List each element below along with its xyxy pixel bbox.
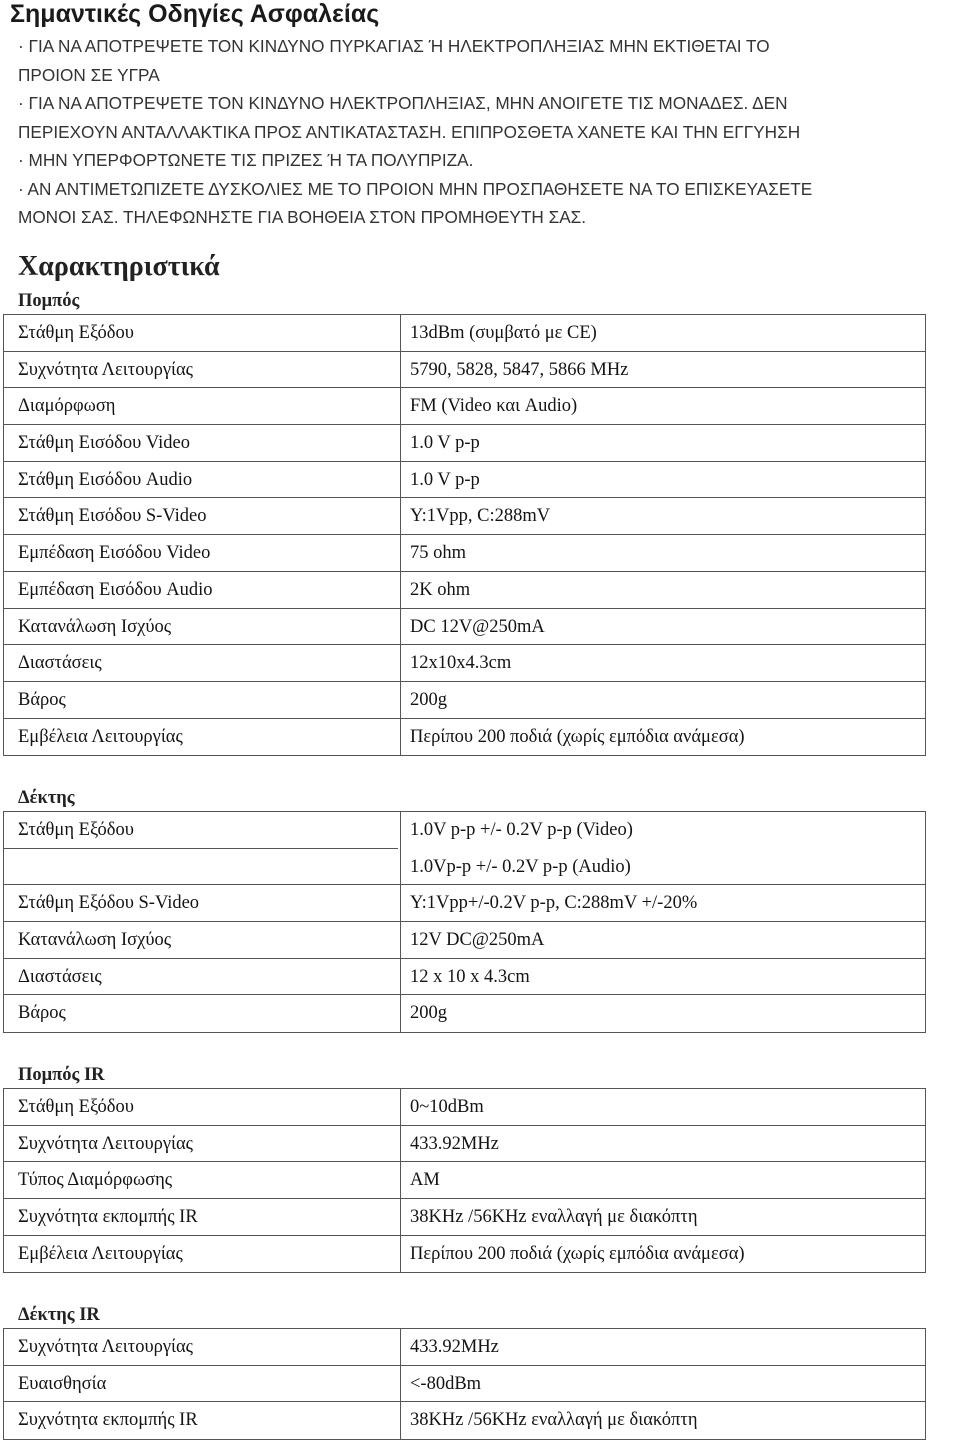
safety-list: [18, 32, 953, 232]
spec-label: Στάθμη Εξόδου: [18, 323, 134, 343]
spec-row: [4, 922, 925, 959]
spec-row: [4, 352, 925, 389]
spec-value: 12V DC@250mA: [410, 930, 545, 951]
spec-value: <-80dBm: [410, 1373, 482, 1394]
spec-row: [4, 812, 925, 849]
ir-receiver-spec-table: [3, 1328, 926, 1440]
spec-row: [4, 849, 925, 886]
spec-row: [4, 1162, 925, 1199]
spec-row: [4, 1236, 925, 1273]
spec-label: Βάρος: [18, 689, 66, 710]
spec-value: 433.92MHz: [410, 1337, 499, 1357]
ir-transmitter-title: Πομπός IR: [18, 1065, 105, 1085]
spec-value: 200g: [410, 1003, 447, 1024]
spec-value: 1.0Vp-p +/- 0.2V p-p (Audio): [410, 856, 631, 877]
spec-value: 1.0 V p-p: [410, 433, 480, 454]
spec-label: Στάθμη Εξόδου S-Video: [18, 893, 200, 914]
transmitter-title: Πομπός: [18, 291, 80, 311]
spec-row: [4, 535, 925, 572]
specs-title: Χαρακτηριστικά: [18, 251, 220, 282]
spec-label: Κατανάλωση Ισχύος: [18, 930, 172, 951]
spec-label: Συχνότητα εκπομπής IR: [18, 1207, 198, 1228]
spec-row: [4, 1089, 925, 1126]
spec-row: [4, 1126, 925, 1163]
spec-value: 12x10x4.3cm: [410, 653, 512, 674]
ir-transmitter-spec-table: [3, 1088, 926, 1273]
safety-line: · ΓΙΑ ΝΑ ΑΠΟΤΡΕΨΕΤΕ ΤΟΝ ΚΙΝΔΥΝΟ ΠΥΡΚΑΓΙΑΣ Ή ΗΛΕΚΤΡΟΠΛΗΞΙΑΣ ΜΗΝ ΕΚΤΙΘΕΤΑΙ ΤΟ: [18, 36, 770, 56]
spec-label: Κατανάλωση Ισχύος: [18, 616, 172, 637]
spec-row: [4, 719, 925, 756]
spec-value: 38KHz /56KHz εναλλαγή με διακόπτη: [410, 1410, 698, 1431]
spec-value: 433.92MHz: [410, 1133, 499, 1154]
spec-label: Εμπέδαση Εισόδου Audio: [18, 579, 213, 600]
spec-label: Συχνότητα εκπομπής IR: [18, 1410, 198, 1431]
spec-row: [4, 1329, 925, 1366]
spec-label: Διαμόρφωση: [18, 396, 116, 417]
spec-value: AM: [410, 1170, 440, 1191]
spec-value: FM (Video και Audio): [410, 396, 578, 417]
ir-receiver-title: Δέκτης IR: [18, 1305, 100, 1325]
spec-value: 12 x 10 x 4.3cm: [410, 966, 530, 987]
spec-label: Τύπος Διαμόρφωσης: [18, 1170, 173, 1191]
spec-label: Στάθμη Εισόδου Audio: [18, 469, 193, 490]
spec-value: 75 ohm: [410, 543, 467, 564]
spec-row: [4, 1402, 925, 1439]
spec-row: [4, 388, 925, 425]
safety-line: ΠΕΡΙΕΧΟΥΝ ΑΝΤΑΛΛΑΚΤΙΚΑ ΠΡΟΣ ΑΝΤΙΚΑΤΑΣΤΑΣΗ. ΕΠΙΠΡΟΣΘΕΤΑ ΧΑΝΕΤΕ ΚΑΙ ΤΗΝ ΕΓΓΥΗΣΗ: [18, 121, 801, 142]
spec-label: Συχνότητα Λειτουργίας: [18, 359, 194, 380]
spec-label: Ευαισθησία: [18, 1373, 107, 1394]
spec-label: Βάρος: [18, 1003, 66, 1024]
spec-value: Περίπου 200 ποδιά (χωρίς εμπόδια ανάμεσα): [410, 726, 745, 747]
spec-label: Εμβέλεια Λειτουργίας: [18, 726, 183, 747]
receiver-spec-table: [3, 811, 926, 1033]
spec-value: Y:1Vpp, C:288mV: [410, 506, 551, 527]
spec-value: 0~10dBm: [410, 1097, 484, 1117]
spec-row: [4, 462, 925, 499]
spec-label: Στάθμη Εξόδου: [18, 820, 134, 840]
safety-line: · ΓΙΑ ΝΑ ΑΠΟΤΡΕΨΕΤΕ ΤΟΝ ΚΙΝΔΥΝΟ ΗΛΕΚΤΡΟΠΛΗΞΙΑΣ, ΜΗΝ ΑΝΟΙΓΕΤΕ ΤΙΣ ΜΟΝΑΔΕΣ. ΔΕΝ: [18, 93, 788, 113]
spec-row: [4, 425, 925, 462]
spec-value: DC 12V@250mA: [410, 616, 545, 637]
receiver-title: Δέκτης: [18, 788, 75, 808]
spec-value: 38KHz /56KHz εναλλαγή με διακόπτη: [410, 1207, 698, 1228]
spec-label: Συχνότητα Λειτουργίας: [18, 1133, 194, 1154]
spec-label: Εμπέδαση Εισόδου Video: [18, 543, 211, 564]
spec-value: Y:1Vpp+/-0.2V p-p, C:288mV +/-20%: [410, 893, 698, 914]
spec-row: [4, 609, 925, 646]
safety-line: ΜΟΝΟΙ ΣΑΣ. ΤΗΛΕΦΩΝΗΣΤΕ ΓΙΑ ΒΟΗΘΕΙΑ ΣΤΟΝ ΠΡΟΜΗΘΕΥΤΗ ΣΑΣ.: [18, 207, 587, 227]
spec-value: 200g: [410, 689, 447, 710]
spec-value: 5790, 5828, 5847, 5866 MHz: [410, 359, 629, 380]
safety-line: · ΜΗΝ ΥΠΕΡΦΟΡΤΩΝΕΤΕ ΤΙΣ ΠΡΙΖΕΣ Ή ΤΑ ΠΟΛΥΠΡΙΖΑ.: [18, 150, 474, 170]
safety-line: · ΑΝ ΑΝΤΙΜΕΤΩΠΙΖΕΤΕ ΔΥΣΚΟΛΙΕΣ ΜΕ ΤΟ ΠΡΟΙΟΝ ΜΗΝ ΠΡΟΣΠΑΘΗΣΕΤΕ ΝΑ ΤΟ ΕΠΙΣΚΕΥΑΣΕΤΕ: [18, 178, 813, 199]
spec-value: 1.0V p-p +/- 0.2V p-p (Video): [410, 820, 633, 840]
spec-value: 1.0 V p-p: [410, 469, 480, 490]
spec-label: Στάθμη Εξόδου: [18, 1097, 134, 1117]
spec-label: Συχνότητα Λειτουργίας: [18, 1337, 194, 1357]
spec-row: [4, 572, 925, 609]
spec-value: Περίπου 200 ποδιά (χωρίς εμπόδια ανάμεσα): [410, 1243, 745, 1264]
spec-label: Διαστάσεις: [18, 966, 102, 987]
spec-value: 2K ohm: [410, 579, 471, 600]
spec-row: [4, 498, 925, 535]
spec-row: [4, 682, 925, 719]
spec-row: [4, 885, 925, 922]
spec-row: [4, 645, 925, 682]
safety-title: Σημαντικές Οδηγίες Ασφαλείας: [10, 0, 380, 28]
spec-row: [4, 1366, 925, 1403]
spec-value: 13dBm (συμβατό με CE): [410, 323, 597, 343]
spec-label: Στάθμη Εισόδου Video: [18, 433, 190, 454]
safety-line: ΠΡΟΙΟΝ ΣΕ ΥΓΡΑ: [18, 64, 160, 85]
spec-row: [4, 995, 925, 1032]
spec-row: [4, 959, 925, 996]
spec-row: [4, 315, 925, 352]
transmitter-spec-table: [3, 314, 926, 756]
spec-label: Διαστάσεις: [18, 653, 102, 674]
spec-label: Εμβέλεια Λειτουργίας: [18, 1243, 183, 1264]
spec-row: [4, 1199, 925, 1236]
spec-label: Στάθμη Εισόδου S-Video: [18, 506, 207, 527]
